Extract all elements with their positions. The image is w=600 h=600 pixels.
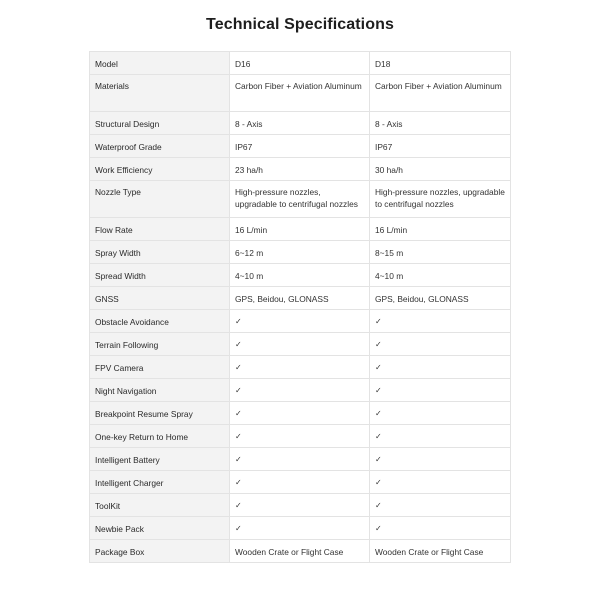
d18-check: ✓ <box>370 333 511 356</box>
table-row <box>90 310 511 333</box>
table-row <box>90 333 511 356</box>
table-row <box>90 52 511 75</box>
d16-check: ✓ <box>230 333 370 356</box>
d16-check: ✓ <box>230 356 370 379</box>
table-row <box>90 356 511 379</box>
d18-check: ✓ <box>370 448 511 471</box>
row-label: Nozzle Type <box>90 181 230 218</box>
d18-value: 8~15 m <box>370 241 511 264</box>
d16-check: ✓ <box>230 448 370 471</box>
table-row <box>90 264 511 287</box>
row-label: Materials <box>90 75 230 112</box>
spec-table <box>89 51 511 563</box>
d16-check: ✓ <box>230 379 370 402</box>
d16-check: ✓ <box>230 425 370 448</box>
table-row <box>90 517 511 540</box>
row-label: Structural Design <box>90 112 230 135</box>
table-row <box>90 181 511 218</box>
d16-value: 23 ha/h <box>230 158 370 181</box>
d16-value: 8 - Axis <box>230 112 370 135</box>
d18-check: ✓ <box>370 402 511 425</box>
d16-check: ✓ <box>230 494 370 517</box>
d18-value: 8 - Axis <box>370 112 511 135</box>
d16-value: 4~10 m <box>230 264 370 287</box>
table-row <box>90 135 511 158</box>
d18-check: ✓ <box>370 471 511 494</box>
row-label: Work Efficiency <box>90 158 230 181</box>
row-label: Night Navigation <box>90 379 230 402</box>
d18-value: GPS, Beidou, GLONASS <box>370 287 511 310</box>
d16-check: ✓ <box>230 517 370 540</box>
table-row <box>90 112 511 135</box>
d16-check: ✓ <box>230 471 370 494</box>
row-label: Model <box>90 52 230 75</box>
d18-check: ✓ <box>370 517 511 540</box>
table-row <box>90 75 511 112</box>
row-label: GNSS <box>90 287 230 310</box>
d18-value: 4~10 m <box>370 264 511 287</box>
row-label: Flow Rate <box>90 218 230 241</box>
d18-value: IP67 <box>370 135 511 158</box>
row-label: Intelligent Charger <box>90 471 230 494</box>
d16-value: GPS, Beidou, GLONASS <box>230 287 370 310</box>
d18-value: Carbon Fiber + Aviation Aluminum <box>370 75 511 112</box>
table-row <box>90 425 511 448</box>
d18-value: 30 ha/h <box>370 158 511 181</box>
d18-check: ✓ <box>370 379 511 402</box>
table-row <box>90 540 511 563</box>
d16-check: ✓ <box>230 402 370 425</box>
row-label: ToolKit <box>90 494 230 517</box>
row-label: Newbie Pack <box>90 517 230 540</box>
d16-value: 16 L/min <box>230 218 370 241</box>
row-label: FPV Camera <box>90 356 230 379</box>
row-label: Intelligent Battery <box>90 448 230 471</box>
d16-value: Carbon Fiber + Aviation Aluminum <box>230 75 370 112</box>
row-label: Terrain Following <box>90 333 230 356</box>
row-label: Package Box <box>90 540 230 563</box>
row-label: One-key Return to Home <box>90 425 230 448</box>
table-row <box>90 241 511 264</box>
d18-value: 16 L/min <box>370 218 511 241</box>
d16-check: ✓ <box>230 310 370 333</box>
table-row <box>90 402 511 425</box>
table-row <box>90 448 511 471</box>
table-row <box>90 218 511 241</box>
row-label: Spray Width <box>90 241 230 264</box>
page-title: Technical Specifications <box>206 16 394 33</box>
table-row <box>90 158 511 181</box>
d16-value: IP67 <box>230 135 370 158</box>
table-row <box>90 287 511 310</box>
d18-check: ✓ <box>370 494 511 517</box>
d16-value: D16 <box>230 52 370 75</box>
row-label: Obstacle Avoidance <box>90 310 230 333</box>
d18-value: Wooden Crate or Flight Case <box>370 540 511 563</box>
row-label: Waterproof Grade <box>90 135 230 158</box>
table-row <box>90 471 511 494</box>
table-row <box>90 379 511 402</box>
d18-value: D18 <box>370 52 511 75</box>
row-label: Breakpoint Resume Spray <box>90 402 230 425</box>
row-label: Spread Width <box>90 264 230 287</box>
d16-value: 6~12 m <box>230 241 370 264</box>
d18-check: ✓ <box>370 356 511 379</box>
d16-value: High-pressure nozzles, upgradable to centrifugal nozzles <box>230 181 370 218</box>
d16-value: Wooden Crate or Flight Case <box>230 540 370 563</box>
d18-check: ✓ <box>370 425 511 448</box>
d18-check: ✓ <box>370 310 511 333</box>
table-row <box>90 494 511 517</box>
d18-value: High-pressure nozzles, upgradable to centrifugal nozzles <box>370 181 511 218</box>
